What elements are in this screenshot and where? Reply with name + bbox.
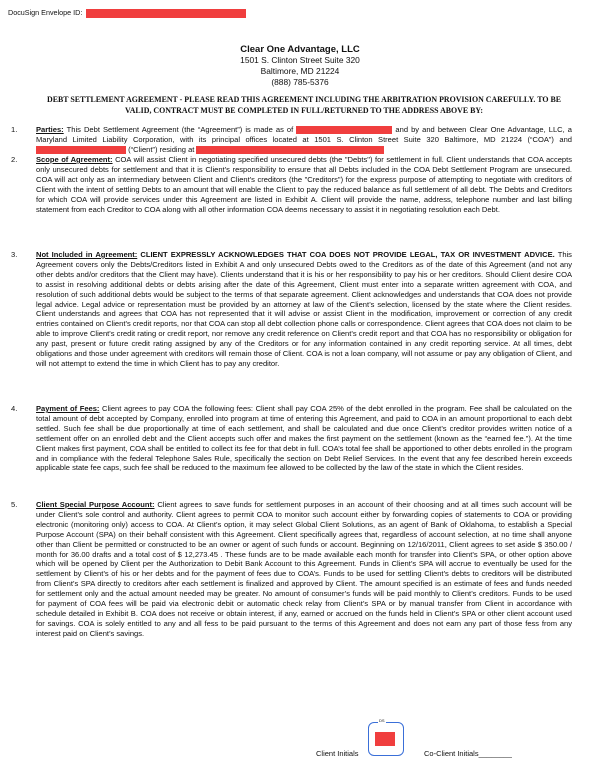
co-client-initials-label: Co-Client Initials________	[424, 749, 512, 758]
company-name: Clear One Advantage, LLC	[240, 44, 360, 55]
section-payment-of-fees	[11, 404, 572, 473]
envelope-label: DocuSign Envelope ID:	[8, 8, 83, 17]
section-text: and by and between Clear One Advantage, LLC, a Maryland Limited Liability Corporation, with its principal offices located at 1501 S. Clinton Street Suite 320 Baltimore, MD 21224 (“COA”) and	[36, 125, 572, 144]
redacted-initials	[375, 732, 395, 746]
section-number: 3.	[11, 250, 18, 259]
section-text: This Debt Settlement Agreement (the “Agreement”) is made as of	[66, 125, 294, 134]
company-city: Baltimore, MD 21224	[260, 66, 340, 76]
client-initials-label: Client Initials	[316, 749, 359, 758]
company-phone: (888) 785-5376	[271, 77, 329, 87]
company-header	[0, 44, 600, 88]
section-number: 2.	[11, 155, 18, 164]
section-heading: Client Special Purpose Account:	[36, 500, 155, 509]
section-text: Client agrees to save funds for settlement purposes in an account of their choosing and at all times such account will be under Client’s sole control and authority. Client agrees to permit COA to monitor such account either by forwarding copies of statements to COA or providing electronic (monitoring only) access to COA. At Client’s option, it may select Global Client Solutions, as an agent of Bank of Oklahoma, to establish a Special Purpose Account (SPA) on their behalf consistent with this Agreement. Client specifically agrees that, regardless of account selection, at no time shall anyone other than Client be permitted or constructed to be an owner or agent of such funds or account. Beginning on 12/16/2011, Client agrees to set aside $ 350.00 / month for 36.00 drafts and a total cost of $ 12,273.45 . These funds are to be made available each month for transfer into Client’s SPA, or other option above which will be opened by Client per the Authorization to Debit Bank Account to this Agreement. Funds in Client’s SPA will accrue to eventually be used for the settlement by Client’s of his or her debts and for the payment of fees due to COA’s. Funds to be used for settling Client’s debts to creditors will be distributed from Client’s SPA directly to creditors after each settlement is finalized and approved by Client. The amount specified is an estimate of fees and funds needed for settlement only and the actual amount needed may be greater. No amount of consumer’s funds will be paid monthly to Client’s creditors. Funds to be used for payment of COA fees will be paid via electronic debit or automatic check relay from Client’s SPA or by manual transfer from Client in accordance with schedule detailed in Exhibit B. COA does not receive or obtain interest, if any, earned or accrued on the funds held in Client’s SPA or other client account used for savings. COA is solely entitled to any and all fess to be paid pursuant to the terms of this Agreement and does not earn any part of those fess from any interest paid on Client’s savings.	[36, 500, 572, 638]
redacted-envelope-id	[86, 9, 246, 18]
section-scope	[11, 155, 572, 214]
section-number: 1.	[11, 125, 18, 134]
redacted-client-name	[36, 146, 126, 154]
section-not-included	[11, 250, 572, 369]
company-street: 1501 S. Clinton Street Suite 320	[240, 55, 360, 65]
section-heading: Payment of Fees:	[36, 404, 100, 413]
agreement-subtitle: DEBT SETTLEMENT AGREEMENT - PLEASE READ THIS AGREEMENT INCLUDING THE ARBITRATION PROVISION CAREFULLY. TO BE VALID, CONTRACT MUST BE COMPLETED IN FULL/RETURNED TO THE ADDRESS ABOVE BY:	[47, 95, 561, 115]
section-number: 5.	[11, 500, 18, 509]
section-heading: Parties:	[36, 125, 64, 134]
section-special-purpose-account	[11, 500, 572, 639]
docusign-envelope	[8, 8, 246, 18]
section-text: This Agreement covers only the Debts/Creditors listed in Exhibit A and only unsecured Debts owed to the Creditors as of the date of this Agreement (and not any other debts and/or creditors that the Client may have). Clients understand that it is his or her responsibility to pay his or her creditors. Should Client desire COA to assist in resolving additional debts or debts arising after the date of this Agreement, Client must enter into a separate written agreement with COA, and resolution of such additional debts would be subject to the terms of that separate agreement. Client acknowledges and understands that COA does not provide legal advice. Legal advice or representation must be provided by an attorney at law of the Client’s selection, licensed by the state where the Client resides. Client understands and agrees that COA has not represented that it will advise or assist Client in the modification, improvement or correction of any credit entries contained on Client’s credit reports, nor that COA can stop all debt collection phone calls or correspondence. Client agrees that COA does not claim to be able to improve Client's credit rating or credit report, nor remove any credit reference on Client’s credit report and that COA has no responsibility or obligation for any past, present or future credit rating assigned by any of the Creditors or for any information contained in any credit reporting service. At all times, debt obligations and those under agreement with creditors will remain those of Client. COA is not a loan company, will not assume or pay any obligation of Client, and will not attempt to extend the time in which Client has to pay any creditor.	[36, 250, 572, 368]
client-initials-field[interactable]	[368, 718, 404, 756]
section-text: Client agrees to pay COA the following fees: Client shall pay COA 25% of the debt enrolled in the program. Fee shall be calculated on the total amount of debt accepted by Company, enrolled into program at time of entering this Agreement, and paid to COA in an amount proportional to each debt settled. Such fee shall be due proportionally at time of each settlement, and shall be calculated and due once Client’s creditor provides written notice of a settlement offer on an enrolled debt and the Client accepts such offer and makes the first payment on the settlement (known as the “earned fee.”). At the time Client makes first payment, COA shall be entitled to collect its fee for that debt in full. COA’s total fee shall be apportioned to other debts enrolled in the program and in compliance with the federal Telephone Sales Rule, specifically the section on Debt Relief Services. In the event that any fee described herein exceeds applicable state fee caps, such fee shall be reduced to the maximum fee allowed to be collected by the law of the state in which the Client resides.	[36, 404, 572, 473]
section-heading: Not Included in Agreement:	[36, 250, 138, 259]
redacted-date	[296, 126, 392, 134]
section-number: 4.	[11, 404, 18, 413]
section-heading: Scope of Agreement:	[36, 155, 113, 164]
section-lead: CLIENT EXPRESSLY ACKNOWLEDGES THAT COA DOES NOT PROVIDE LEGAL, TAX OR INVESTMENT ADVICE.	[140, 250, 555, 259]
redacted-client-address	[196, 146, 384, 154]
section-parties	[11, 125, 572, 155]
ds-tag: DS	[379, 718, 385, 723]
section-text: COA will assist Client in negotiating specified unsecured debts (the "Debts") for settlement in full. Client understands that COA accepts only unsecured debts for settlement and that it is Client’s responsibility to ensure that all Debts included in the COA Debt Settlement Program are unsecured. COA will act only as an intermediary between Client and Client's creditors (the "Creditors") for the express purpose of attempting to negotiate with creditors of Client with the intent of settling Debts to an amount that will enable the Client to pay the reduced balance as full settlement of all debt. The Debts and Creditors for which COA will provide services under this Agreement are listed in Exhibit A. Client will provide the name, address, telephone number and last billing statement from each Creditor to COA along with all other information COA deems necessary to assist it in negotiating resolution each Debt.	[36, 155, 572, 214]
section-text: (“Client”) residing at	[128, 144, 195, 154]
